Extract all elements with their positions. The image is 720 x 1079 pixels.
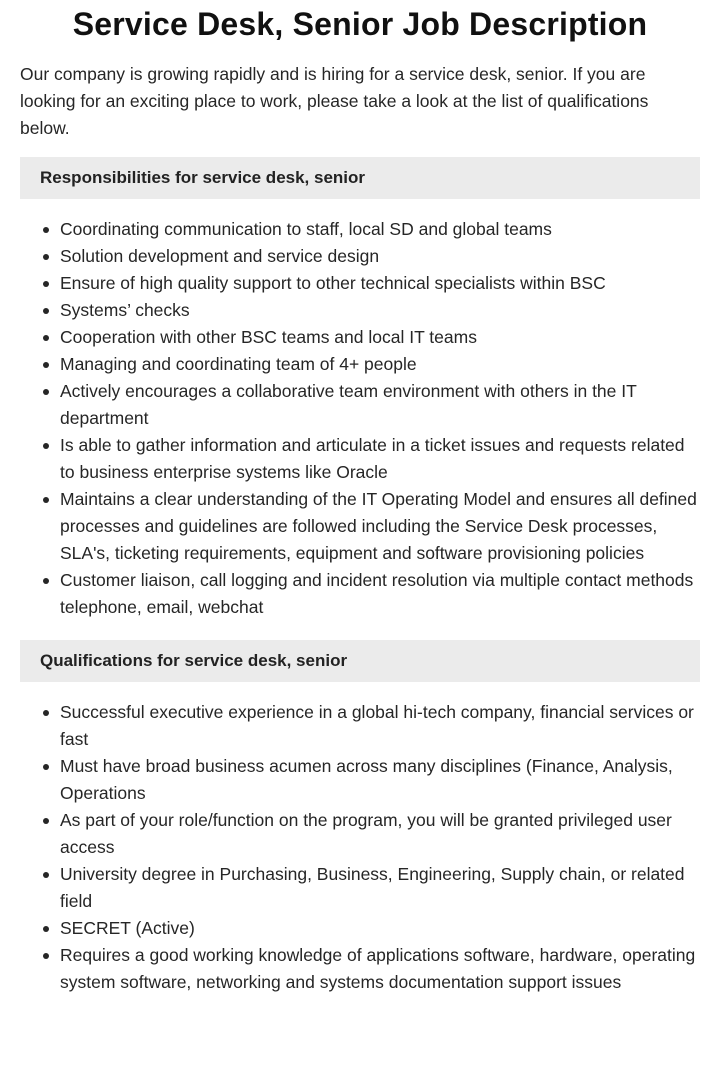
bullet-icon — [43, 764, 49, 770]
list-item — [60, 297, 700, 324]
list-item-text: Managing and coordinating team of 4+ people — [60, 354, 417, 374]
list-item — [60, 486, 700, 567]
list-item-text: Ensure of high quality support to other technical specialists within BSC — [60, 273, 606, 293]
bullet-icon — [43, 443, 49, 449]
list-item — [60, 567, 700, 621]
bullet-icon — [43, 362, 49, 368]
responsibilities-list — [20, 216, 700, 621]
list-item-text: Must have broad business acumen across many disciplines (Finance, Analysis, Operations — [60, 756, 673, 803]
bullet-icon — [43, 926, 49, 932]
bullet-icon — [43, 818, 49, 824]
bullet-icon — [43, 953, 49, 959]
page-title: Service Desk, Senior Job Description — [72, 6, 648, 42]
bullet-icon — [43, 281, 49, 287]
list-item-text: Successful executive experience in a global hi-tech company, financial services or fast — [60, 702, 694, 749]
list-item-text: Customer liaison, call logging and incident resolution via multiple contact methods telephone, email, webchat — [60, 570, 694, 617]
bullet-icon — [43, 578, 49, 584]
list-item-text: Coordinating communication to staff, local SD and global teams — [60, 219, 552, 239]
bullet-icon — [43, 254, 49, 260]
list-item-text: Is able to gather information and articulate in a ticket issues and requests related to business enterprise systems like Oracle — [60, 435, 685, 482]
bullet-icon — [43, 335, 49, 341]
list-item-text: SECRET (Active) — [60, 918, 195, 938]
list-item-text: As part of your role/function on the program, you will be granted privileged user access — [60, 810, 672, 857]
list-item — [60, 753, 700, 807]
list-item-text: Cooperation with other BSC teams and local IT teams — [60, 327, 477, 347]
bullet-icon — [43, 227, 49, 233]
list-item — [60, 861, 700, 915]
bullet-icon — [43, 710, 49, 716]
qualifications-list — [20, 699, 700, 996]
list-item-text: Actively encourages a collaborative team environment with others in the IT department — [60, 381, 637, 428]
list-item — [60, 270, 700, 297]
list-item — [60, 942, 700, 996]
list-item-text: Systems’ checks — [60, 300, 190, 320]
list-item — [60, 378, 700, 432]
bullet-icon — [43, 872, 49, 878]
intro-paragraph: Our company is growing rapidly and is hiring for a service desk, senior. If you are looking for an exciting place to work, please take a look at the list of qualifications below. — [20, 64, 649, 138]
list-item — [60, 915, 700, 942]
list-item — [60, 216, 700, 243]
list-item — [60, 807, 700, 861]
bullet-icon — [43, 389, 49, 395]
list-item-text: University degree in Purchasing, Business, Engineering, Supply chain, or related field — [60, 864, 685, 911]
bullet-icon — [43, 308, 49, 314]
list-item — [60, 243, 700, 270]
responsibilities-heading: Responsibilities for service desk, senior — [20, 157, 700, 199]
bullet-icon — [43, 497, 49, 503]
list-item — [60, 432, 700, 486]
qualifications-heading: Qualifications for service desk, senior — [20, 640, 700, 682]
list-item-text: Solution development and service design — [60, 246, 380, 266]
list-item-text: Requires a good working knowledge of applications software, hardware, operating system software, networking and systems documentation support issues — [60, 945, 696, 992]
list-item-text: Maintains a clear understanding of the IT Operating Model and ensures all defined processes and guidelines are followed including the Service Desk processes, SLA's, ticketing requirements, equipment and software provisioning policies — [60, 489, 697, 563]
list-item — [60, 699, 700, 753]
list-item — [60, 324, 700, 351]
list-item — [60, 351, 700, 378]
